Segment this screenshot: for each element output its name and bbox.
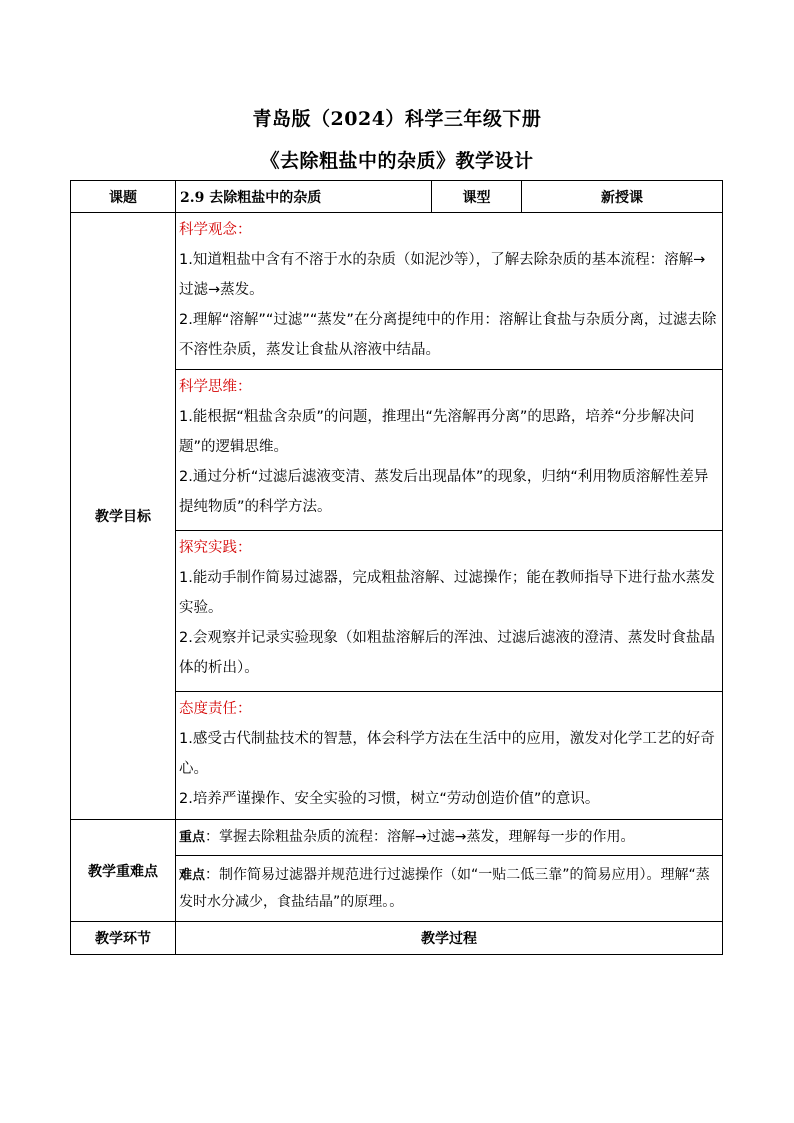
goal-heading: 态度责任： [179, 701, 252, 717]
type-label: 课型 [432, 181, 522, 213]
lesson-plan-table [70, 180, 723, 955]
keypoint-text: ：制作简易过滤器并规范进行过滤操作（如“一贴二低三靠”的简易应用）。理解“蒸发时水分减少，食盐结晶”的原理。。 [179, 867, 710, 910]
keypoint-text: ：掌握去除粗盐杂质的流程：溶解→过滤→蒸发，理解每一步的作用。 [205, 829, 635, 845]
process-value: 教学过程 [176, 922, 723, 955]
keypoint-tag: 难点 [179, 868, 206, 883]
goal-item: 1.知道粗盐中含有不溶于水的杂质（如泥沙等），了解去除杂质的基本流程：溶解→过滤→蒸发。 [179, 252, 706, 298]
keypoint-main [176, 820, 723, 856]
topic-value: 2.9 去除粗盐中的杂质 [176, 181, 432, 213]
goal-item: 2.会观察并记录实验现象（如粗盐溶解后的浑浊、过滤后滤液的澄清、蒸发时食盐晶体的析出）。 [179, 630, 715, 676]
goal-section-practice [176, 531, 723, 692]
goal-heading: 科学观念： [179, 222, 252, 238]
keypoint-difficult [176, 856, 723, 922]
document-subtitle: 《去除粗盐中的杂质》教学设计 [260, 150, 534, 172]
document-title: 青岛版（2024）科学三年级下册 [252, 108, 542, 130]
goal-section-concept [176, 213, 723, 370]
goal-item: 2.培养严谨操作、安全实验的习惯，树立“劳动创造价值”的意识。 [179, 791, 600, 807]
goal-heading: 科学思维： [179, 379, 252, 395]
goal-row-concept [71, 213, 723, 370]
goal-section-attitude [176, 692, 723, 820]
keypoints-label: 教学重难点 [71, 820, 176, 922]
process-label: 教学环节 [71, 922, 176, 955]
keypoint-tag: 重点 [179, 830, 206, 845]
type-value: 新授课 [522, 181, 723, 213]
header-row [71, 181, 723, 213]
goal-item: 1.能动手制作简易过滤器，完成粗盐溶解、过滤操作；能在教师指导下进行盐水蒸发实验。 [179, 570, 715, 616]
goal-item: 1.感受古代制盐技术的智慧，体会科学方法在生活中的应用，激发对化学工艺的好奇心。 [179, 731, 715, 777]
goal-item: 2.理解“溶解”“过滤”“蒸发”在分离提纯中的作用：溶解让食盐与杂质分离，过滤去除不溶性杂质，蒸发让食盐从溶液中结晶。 [179, 312, 717, 358]
goal-item: 1.能根据“粗盐含杂质”的问题，推理出“先溶解再分离”的思路，培养“分步解决问题”的逻辑思维。 [179, 409, 695, 455]
process-row [71, 922, 723, 955]
keypoint-row-main [71, 820, 723, 856]
topic-label: 课题 [71, 181, 176, 213]
goal-section-thinking [176, 370, 723, 531]
goal-heading: 探究实践： [179, 540, 252, 556]
goal-item: 2.通过分析“过滤后滤液变清、蒸发后出现晶体”的现象，归纳“利用物质溶解性差异提纯物质”的科学方法。 [179, 469, 709, 515]
goals-label: 教学目标 [71, 213, 176, 820]
